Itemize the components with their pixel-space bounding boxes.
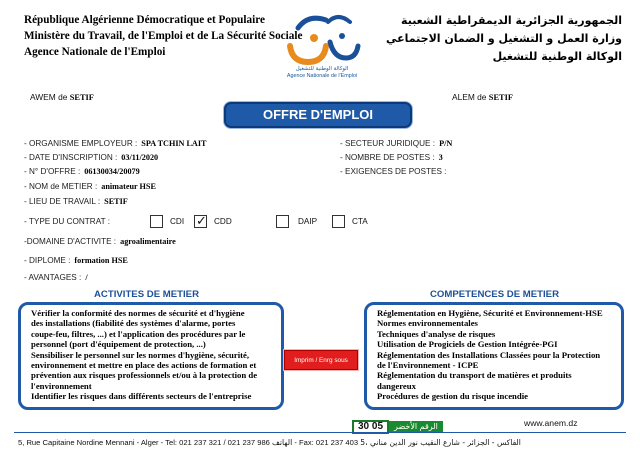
contrat-label: - TYPE DU CONTRAT : [24, 217, 110, 226]
alem [452, 92, 513, 102]
checkmark-icon: ✓ [196, 214, 207, 229]
green-number-label: الرقم الأخضر [389, 421, 443, 433]
header-fr-line1: République Algérienne Démocratique et Populaire [24, 14, 265, 26]
field-metier [24, 182, 156, 191]
logo-caption [262, 66, 382, 80]
activity-line: des installations (fiabilité des systèmes d'alarme, portes [31, 318, 236, 329]
avantages-value: / [85, 273, 88, 282]
header-fr-line2: Ministère du Travail, de l'Emploi et de La Sécurité Sociale [24, 30, 303, 42]
alem-label: ALEM de [452, 92, 487, 102]
diplome-label: - DIPLOME : [24, 256, 71, 265]
secteur-label: - SECTEUR JURIDIQUE : [340, 139, 436, 148]
competence-line: Réglementation des Installations Classées pour la Protection [377, 349, 601, 360]
competence-line: Utilisation de Progiciels de Gestion Intégrée-PGI [377, 339, 558, 350]
checkbox-cdi[interactable] [150, 215, 163, 228]
offre-label: - N° D'OFFRE : [24, 167, 81, 176]
header-ar-line1: الجمهورية الجزائرية الديمقراطية الشعبية [401, 14, 622, 27]
footer-address-ar: الفاكس - الجزائر - شارع النقيب نور الدين مناني ،5 [360, 438, 521, 447]
header-ar [386, 12, 622, 66]
checkbox-cta[interactable] [332, 215, 345, 228]
awem [30, 92, 94, 102]
competence-line: Techniques d'analyse de risques [377, 328, 496, 339]
header-ar-line3: الوكالة الوطنية للتشغيل [492, 50, 622, 63]
metier-value: animateur HSE [101, 182, 156, 191]
diplome-value: formation HSE [74, 256, 128, 265]
activity-line: prévention aux risques professionnels et/ou à la protection de [31, 370, 258, 381]
header-ar-line2: وزارة العمل و التشغيل و الضمان الاجتماعي [386, 32, 622, 45]
competence-line: Réglementation du transport de matières et produits [377, 370, 572, 381]
header-fr-line3: Agence Nationale de l'Emploi [24, 46, 166, 58]
field-lieu [24, 197, 128, 206]
header-fr [24, 12, 302, 60]
label-cdd: CDD [214, 217, 232, 226]
competence-line: Réglementation en Hygiène, Sécurité et Environnement-HSE [377, 308, 603, 318]
date-label: - DATE D'INSCRIPTION : [24, 153, 118, 162]
page-title: OFFRE D'EMPLOI [224, 102, 412, 128]
field-diplome [24, 256, 128, 265]
offre-value: 06130034/20079 [84, 167, 140, 176]
activity-line: Sensibiliser le personnel sur les normes d'hygiène, sécurité, [31, 349, 250, 360]
domaine-value: agroalimentaire [120, 237, 176, 246]
competence-line: Procédures de gestion du risque incendie [377, 391, 528, 402]
field-domaine [24, 237, 176, 246]
date-value: 03/11/2020 [121, 153, 159, 162]
competence-line: de l'Environnement - ICPE [377, 360, 479, 371]
checkbox-cdd[interactable] [194, 215, 207, 228]
metier-label: - NOM de METIER : [24, 182, 98, 191]
footer-address-fr: 5, Rue Capitaine Nordine Mennani - Alger - Tel: 021 237 321 / 021 237 986 [18, 438, 270, 447]
field-postes [340, 153, 443, 162]
secteur-value: P/N [439, 139, 453, 148]
activities-panel [18, 302, 284, 410]
print-save-button[interactable]: Imprim / Enrg sous [284, 350, 358, 370]
website-link[interactable]: www.anem.dz [524, 418, 578, 428]
activity-line: l'environnement [31, 380, 92, 391]
activity-line: Identifier les risques dans différents secteurs de l'entreprise [31, 391, 252, 402]
field-secteur [340, 139, 452, 148]
green-number [352, 418, 443, 432]
activity-line: Vérifier la conformité des normes de sécurité et d'hygiène [31, 308, 245, 318]
label-cta: CTA [352, 217, 368, 226]
organisme-label: - ORGANISME EMPLOYEUR : [24, 139, 138, 148]
competence-line: Normes environnementales [377, 318, 478, 329]
field-exigences [340, 167, 450, 176]
postes-label: - NOMBRE DE POSTES : [340, 153, 435, 162]
awem-label: AWEM de [30, 92, 68, 102]
activity-line: personnel (port d'équipement de protection, ...) [31, 339, 206, 350]
green-number-value: 30 05 [352, 420, 389, 434]
alem-value: SETIF [488, 93, 513, 102]
field-offre [24, 167, 140, 176]
footer [18, 438, 521, 447]
exigences-label: - EXIGENCES DE POSTES : [340, 167, 447, 176]
field-date [24, 153, 158, 162]
footer-divider [14, 432, 626, 433]
footer-tel-ar: الهاتف [272, 438, 293, 447]
logo-caption-ar: الوكالة الوطنية للتشغيل [295, 66, 349, 72]
lieu-label: - LIEU DE TRAVAIL : [24, 197, 101, 206]
avantages-label: - AVANTAGES : [24, 273, 82, 282]
label-cdi: CDI [170, 217, 185, 226]
activity-line: coupe-feu, filtres, ...) et l'application des procédures par le [31, 328, 246, 339]
field-avantages [24, 273, 88, 282]
competences-title: COMPETENCES DE METIER [430, 289, 559, 300]
postes-value: 3 [438, 153, 443, 162]
label-daip: DAIP [298, 217, 318, 226]
checkbox-daip[interactable] [276, 215, 289, 228]
domaine-label: -DOMAINE D'ACTIVITE : [24, 237, 117, 246]
activity-line: environnement et mettre en place des actions de formation et [31, 360, 257, 371]
field-organisme [24, 139, 207, 148]
footer-fax: - Fax: 021 237 403 [294, 438, 359, 447]
competence-line: dangereux [377, 380, 416, 391]
logo-caption-fr: Agence Nationale de l'Emploi [286, 73, 358, 79]
organisme-value: SPA TCHIN LAIT [141, 139, 207, 148]
lieu-value: SETIF [104, 197, 128, 206]
awem-value: SETIF [69, 93, 94, 102]
activities-title: ACTIVITES DE METIER [94, 289, 200, 300]
competences-panel [364, 302, 624, 410]
